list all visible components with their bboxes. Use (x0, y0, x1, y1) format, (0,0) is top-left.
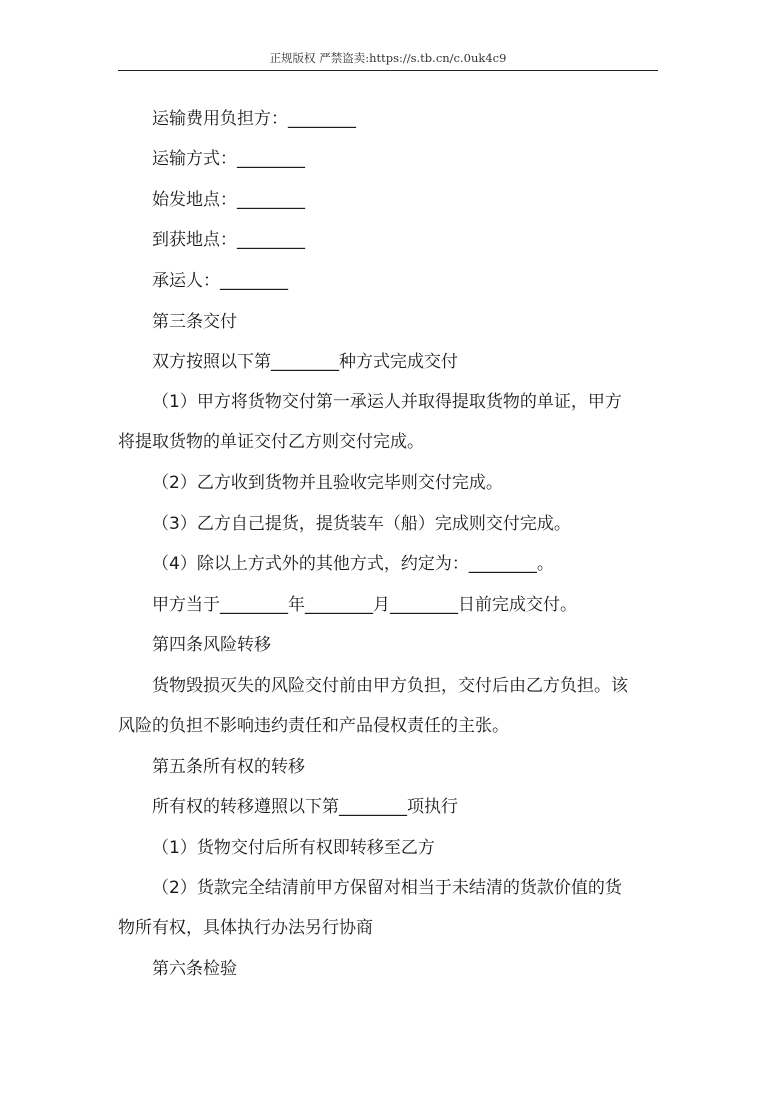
page-header: 正规版权 严禁盗卖:https://s.tb.cn/c.0uk4c9 (269, 51, 507, 65)
transport-cost-bearer: 运输费用负担方：________ (152, 109, 356, 129)
article-4-heading: 第四条风险转移 (152, 635, 271, 655)
arrival-place: 到获地点：________ (152, 230, 305, 250)
article-5-heading: 第五条所有权的转移 (152, 757, 305, 777)
departure-place: 始发地点：________ (152, 190, 305, 210)
delivery-date: 甲方当于________年________月________日前完成交付。 (152, 595, 577, 615)
transport-method: 运输方式：________ (152, 149, 305, 169)
article-5-item-1: （1）货物交付后所有权即转移至乙方 (152, 838, 435, 858)
article-3-item-1: （1）甲方将货物交付第一承运人并取得提取货物的单证，甲方 (152, 392, 622, 412)
header-rule (118, 70, 658, 71)
article-5-intro: 所有权的转移遵照以下第________项执行 (152, 797, 458, 817)
article-3-item-2: （2）乙方收到货物并且验收完毕则交付完成。 (152, 473, 503, 493)
article-3-item-3: （3）乙方自己提货，提货装车（船）完成则交付完成。 (152, 514, 571, 534)
article-4-text: 货物毁损灭失的风险交付前由甲方负担，交付后由乙方负担。该 (152, 676, 628, 696)
article-4-text-cont: 风险的负担不影响违约责任和产品侵权责任的主张。 (118, 716, 509, 736)
article-3-item-4: （4）除以上方式外的其他方式，约定为：________。 (152, 554, 554, 574)
article-6-heading: 第六条检验 (152, 959, 237, 979)
article-3-intro: 双方按照以下第________种方式完成交付 (152, 352, 458, 372)
article-5-item-2: （2）货款完全结清前甲方保留对相当于未结清的货款价值的货 (152, 878, 622, 898)
article-3-item-1-cont: 将提取货物的单证交付乙方则交付完成。 (118, 432, 424, 452)
article-5-item-2-cont: 物所有权，具体执行办法另行协商 (118, 918, 373, 938)
carrier: 承运人：________ (152, 271, 288, 291)
article-3-heading: 第三条交付 (152, 312, 237, 332)
